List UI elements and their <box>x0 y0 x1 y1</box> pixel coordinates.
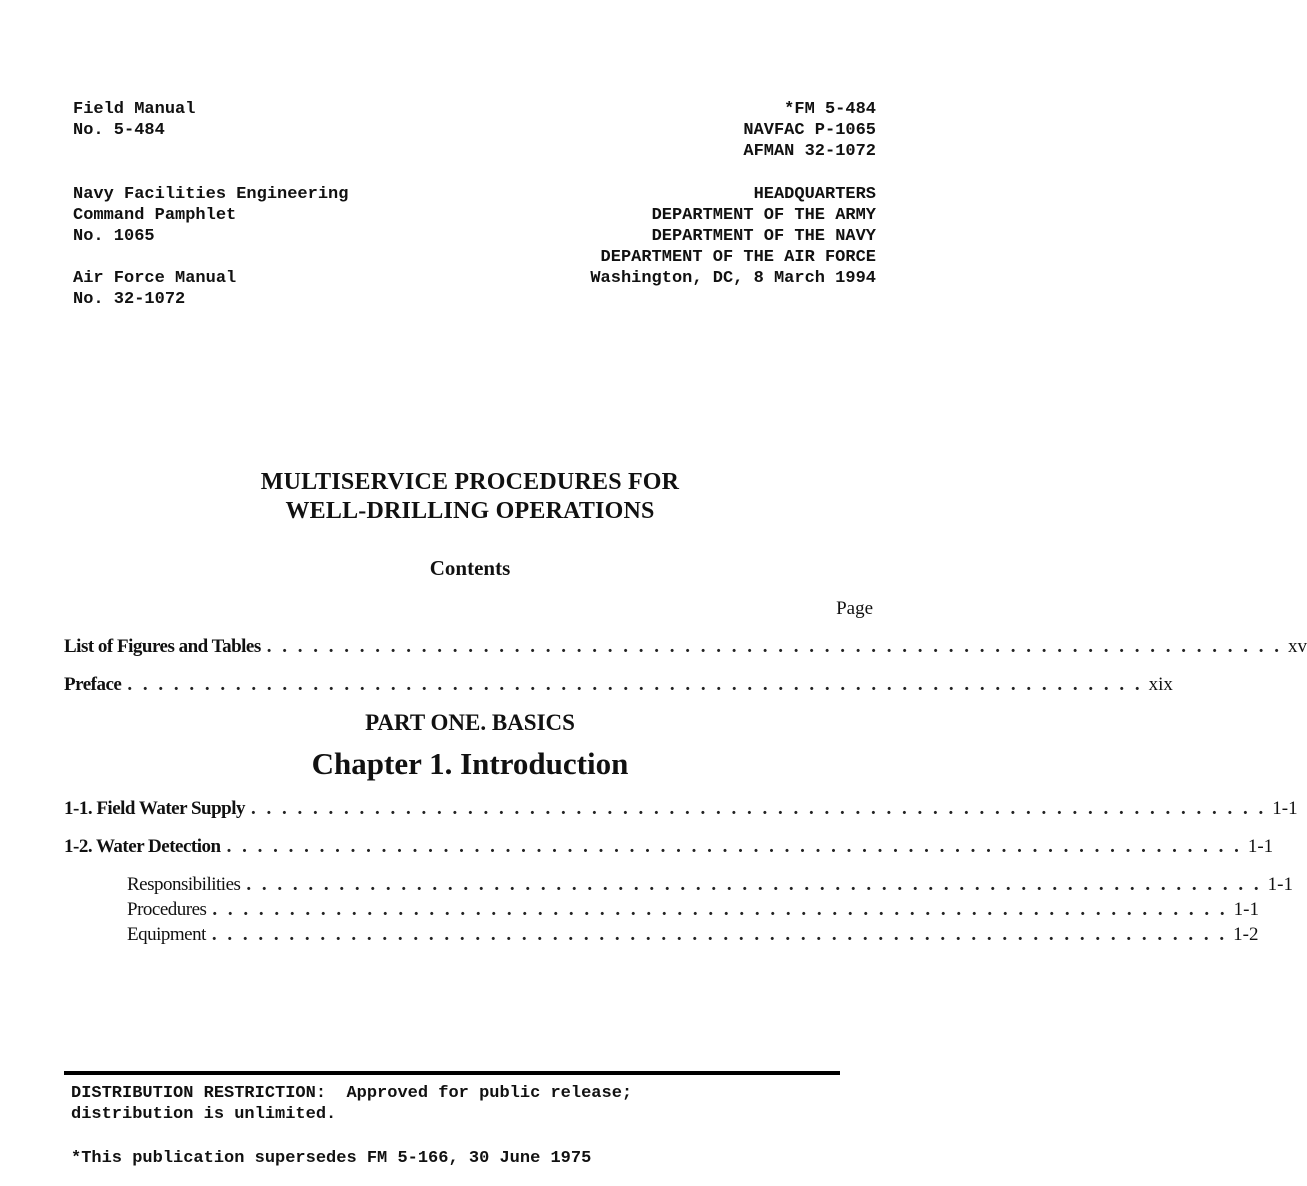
toc-subentry[interactable] <box>127 924 1259 946</box>
dot-leader: . . . . . . . . . . . . . . . . . . . . . . . . . . . . . . . . . . . . . . . . . . . . . . . . . . . . . . . . . . . . . . . . . . <box>211 924 1228 945</box>
toc-entry-page: xv <box>1288 636 1307 657</box>
toc-subentry-page: 1-2 <box>1233 924 1259 945</box>
header-line: Command Pamphlet <box>73 206 237 225</box>
header-line: No. 5-484 <box>73 121 165 140</box>
part-heading: PART ONE. BASICS <box>365 710 575 735</box>
chapter-heading: Chapter 1. Introduction <box>311 746 629 781</box>
toc-subentry-page: 1-1 <box>1233 899 1259 920</box>
dot-leader: . . . . . . . . . . . . . . . . . . . . . . . . . . . . . . . . . . . . . . . . . . . . . . . . . . . . . . . . . . . . . . . . . . <box>127 674 1143 695</box>
header-line: DEPARTMENT OF THE NAVY <box>651 227 876 246</box>
toc-subentry-label: Procedures <box>127 899 207 920</box>
toc-entry[interactable] <box>64 836 1274 858</box>
dot-leader: . . . . . . . . . . . . . . . . . . . . . . . . . . . . . . . . . . . . . . . . . . . . . . . . . . . . . . . . . . . . . . . . . . <box>251 798 1267 819</box>
header-line: AFMAN 32-1072 <box>743 142 876 161</box>
header-line: No. 1065 <box>73 227 155 246</box>
contents-heading: Contents <box>429 556 511 580</box>
toc-subentry[interactable] <box>127 899 1259 921</box>
dot-leader: . . . . . . . . . . . . . . . . . . . . . . . . . . . . . . . . . . . . . . . . . . . . . . . . . . . . . . . . . . . . . . . . . . <box>226 836 1242 857</box>
supersedes-note: *This publication supersedes FM 5-166, 30 June 1975 <box>71 1149 592 1168</box>
toc-entry-label: 1-1. Field Water Supply <box>64 798 245 819</box>
header-line: Washington, DC, 8 March 1994 <box>590 269 876 288</box>
toc-entry[interactable] <box>64 798 1298 820</box>
dot-leader: . . . . . . . . . . . . . . . . . . . . . . . . . . . . . . . . . . . . . . . . . . . . . . . . . . . . . . . . . . . . . . . . . . <box>212 899 1228 920</box>
distribution-restriction <box>71 1083 632 1125</box>
toc-subentry[interactable] <box>127 874 1293 896</box>
header-line: DEPARTMENT OF THE ARMY <box>651 206 876 225</box>
header-line: Navy Facilities Engineering <box>73 185 349 204</box>
footer-line: distribution is unlimited. <box>71 1105 337 1124</box>
dot-leader: . . . . . . . . . . . . . . . . . . . . . . . . . . . . . . . . . . . . . . . . . . . . . . . . . . . . . . . . . . . . . . . . . . <box>266 636 1283 657</box>
header-line: *FM 5-484 <box>784 100 876 119</box>
headquarters-block <box>590 184 876 289</box>
toc-entry-page: 1-1 <box>1272 798 1298 819</box>
header-line: Air Force Manual <box>73 269 237 288</box>
footer-line: DISTRIBUTION RESTRICTION: Approved for public release; <box>71 1084 633 1103</box>
header-line: No. 32-1072 <box>73 290 186 309</box>
publication-designations <box>743 99 876 162</box>
footer-divider <box>64 1071 840 1075</box>
toc-entry-label: 1-2. Water Detection <box>64 836 221 857</box>
toc-subentry-label: Responsibilities <box>127 874 241 895</box>
dot-leader: . . . . . . . . . . . . . . . . . . . . . . . . . . . . . . . . . . . . . . . . . . . . . . . . . . . . . . . . . . . . . . . . . . <box>246 874 1262 895</box>
header-line: HEADQUARTERS <box>753 185 876 204</box>
toc-entry-label: Preface <box>64 674 122 695</box>
toc-entry-label: List of Figures and Tables <box>64 636 261 657</box>
toc-entry-page: 1-1 <box>1247 836 1274 857</box>
header-line: DEPARTMENT OF THE AIR FORCE <box>600 248 876 267</box>
toc-subentry-label: Equipment <box>127 924 206 945</box>
header-line: NAVFAC P-1065 <box>743 121 876 140</box>
title-line: WELL-DRILLING OPERATIONS <box>285 498 655 524</box>
title-line: MULTISERVICE PROCEDURES FOR <box>260 469 680 495</box>
air-force-manual-number <box>73 268 236 310</box>
header-line: Field Manual <box>73 100 196 119</box>
toc-entry[interactable] <box>64 636 1307 658</box>
toc-subentry-page: 1-1 <box>1267 874 1293 895</box>
document-title <box>0 468 940 526</box>
navy-pamphlet-number <box>73 184 348 247</box>
toc-entry[interactable] <box>64 674 1173 696</box>
page-column-heading: Page <box>836 598 873 619</box>
toc-entry-page: xix <box>1148 674 1173 695</box>
field-manual-number <box>73 99 195 141</box>
